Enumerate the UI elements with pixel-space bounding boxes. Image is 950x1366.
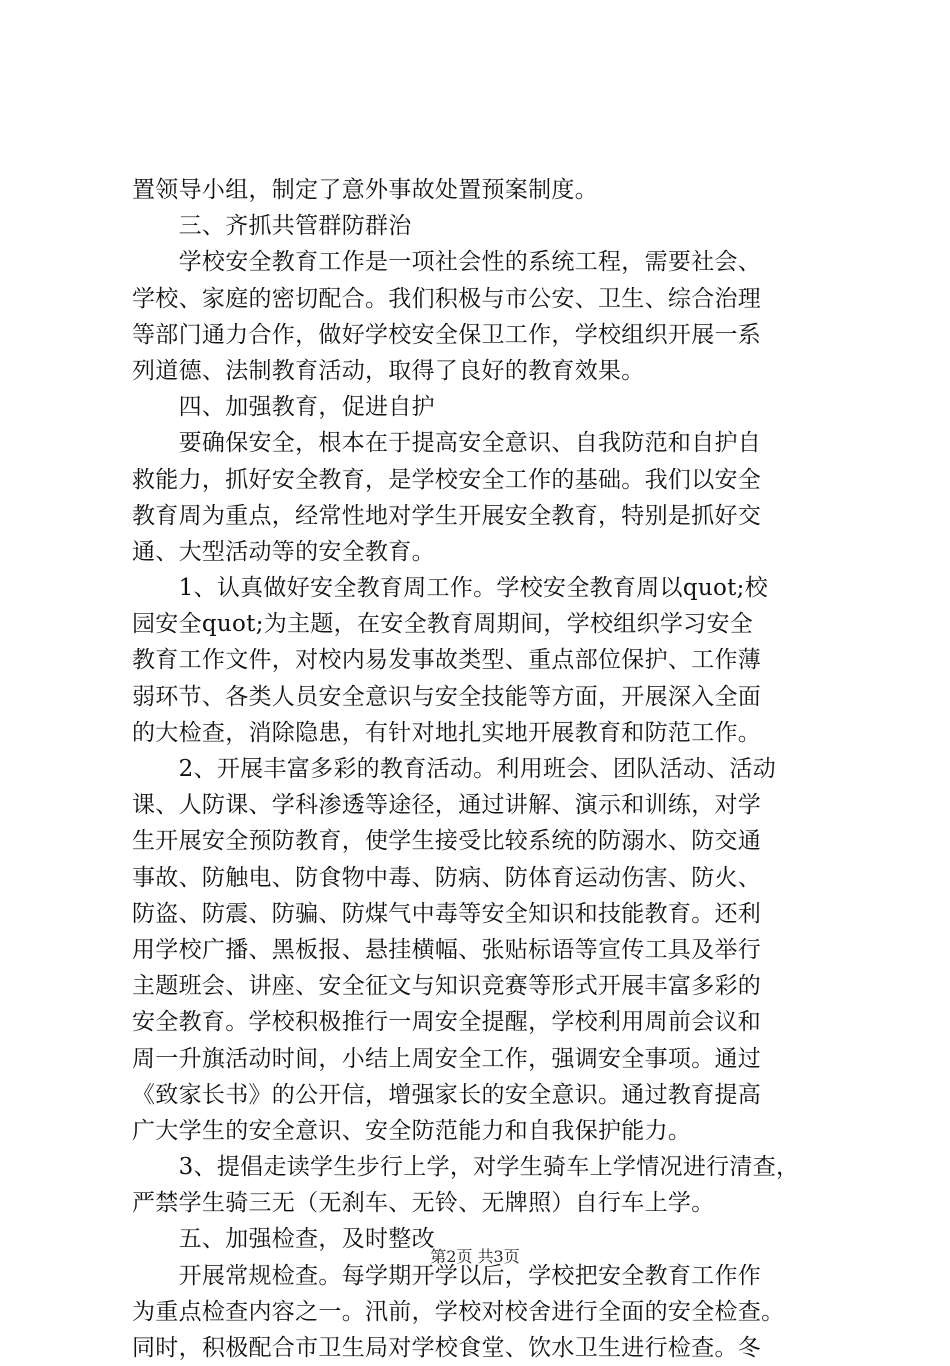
text-line: 广大学生的安全意识、安全防范能力和自我保护能力。 (132, 1117, 692, 1144)
section-heading: 三、齐抓共管群防群治 (132, 213, 412, 240)
text-line: 安全教育。学校积极推行一周安全提醒，学校利用周前会议和 (132, 1009, 762, 1036)
text-line: 防盗、防震、防骗、防煤气中毒等安全知识和技能教育。还利 (132, 900, 762, 927)
text-line: 等部门通力合作，做好学校安全保卫工作，学校组织开展一系 (132, 321, 762, 348)
text-line: 通、大型活动等的安全教育。 (132, 538, 435, 565)
text-line: 要确保安全，根本在于提高安全意识、自我防范和自护自 (132, 430, 762, 457)
text-line: 生开展安全预防教育，使学生接受比较系统的防溺水、防交通 (132, 828, 762, 855)
text-line: 学校、家庭的密切配合。我们积极与市公安、卫生、综合治理 (132, 285, 762, 312)
text-line: 2、开展丰富多彩的教育活动。利用班会、团队活动、活动 (132, 756, 777, 782)
text-line: 主题班会、讲座、安全征文与知识竞赛等形式开展丰富多彩的 (132, 973, 762, 1000)
text-line: 用学校广播、黑板报、悬挂横幅、张贴标语等宣传工具及举行 (132, 936, 762, 963)
text-line: 教育周为重点，经常性地对学生开展安全教育，特别是抓好交 (132, 502, 762, 529)
text-line: 1、认真做好安全教育周工作。学校安全教育周以quot;校 (132, 575, 769, 602)
text-line: 为重点检查内容之一。汛前，学校对校舍进行全面的安全检查。 (132, 1298, 785, 1325)
text-line: 严禁学生骑三无（无刹车、无铃、无牌照）自行车上学。 (132, 1190, 715, 1217)
text-line: 园安全quot;为主题，在安全教育周期间，学校组织学习安全 (132, 611, 754, 638)
text-line: 的大检查，消除隐患，有针对地扎实地开展教育和防范工作。 (132, 719, 762, 746)
text-line: 3、提倡走读学生步行上学，对学生骑车上学情况进行清查， (132, 1154, 800, 1181)
section-heading: 四、加强教育，促进自护 (132, 394, 435, 421)
section-heading: 五、加强检查，及时整改 (132, 1226, 435, 1253)
text-line: 事故、防触电、防食物中毒、防病、防体育运动伤害、防火、 (132, 864, 762, 891)
text-line: 学校安全教育工作是一项社会性的系统工程，需要社会、 (132, 249, 762, 276)
text-line: 开展常规检查。每学期开学以后，学校把安全教育工作作 (132, 1262, 762, 1289)
text-line: 同时，积极配合市卫生局对学校食堂、饮水卫生进行检查。冬 (132, 1335, 762, 1361)
text-line: 救能力，抓好安全教育，是学校安全工作的基础。我们以安全 (132, 466, 762, 493)
text-line: 《致家长书》的公开信，增强家长的安全意识。通过教育提高 (132, 1081, 762, 1108)
text-line: 课、人防课、学科渗透等途径，通过讲解、演示和训练，对学 (132, 792, 762, 819)
page-footer: 第2页 共3页 (430, 1247, 520, 1266)
text-line: 周一升旗活动时间，小结上周安全工作，强调安全事项。通过 (132, 1045, 762, 1072)
body-text (132, 172, 844, 1366)
text-line: 列道德、法制教育活动，取得了良好的教育效果。 (132, 357, 645, 384)
text-line: 置领导小组，制定了意外事故处置预案制度。 (132, 177, 598, 203)
text-line: 弱环节、各类人员安全意识与安全技能等方面，开展深入全面 (132, 683, 762, 710)
text-line: 教育工作文件，对校内易发事故类型、重点部位保护、工作薄 (132, 647, 762, 674)
